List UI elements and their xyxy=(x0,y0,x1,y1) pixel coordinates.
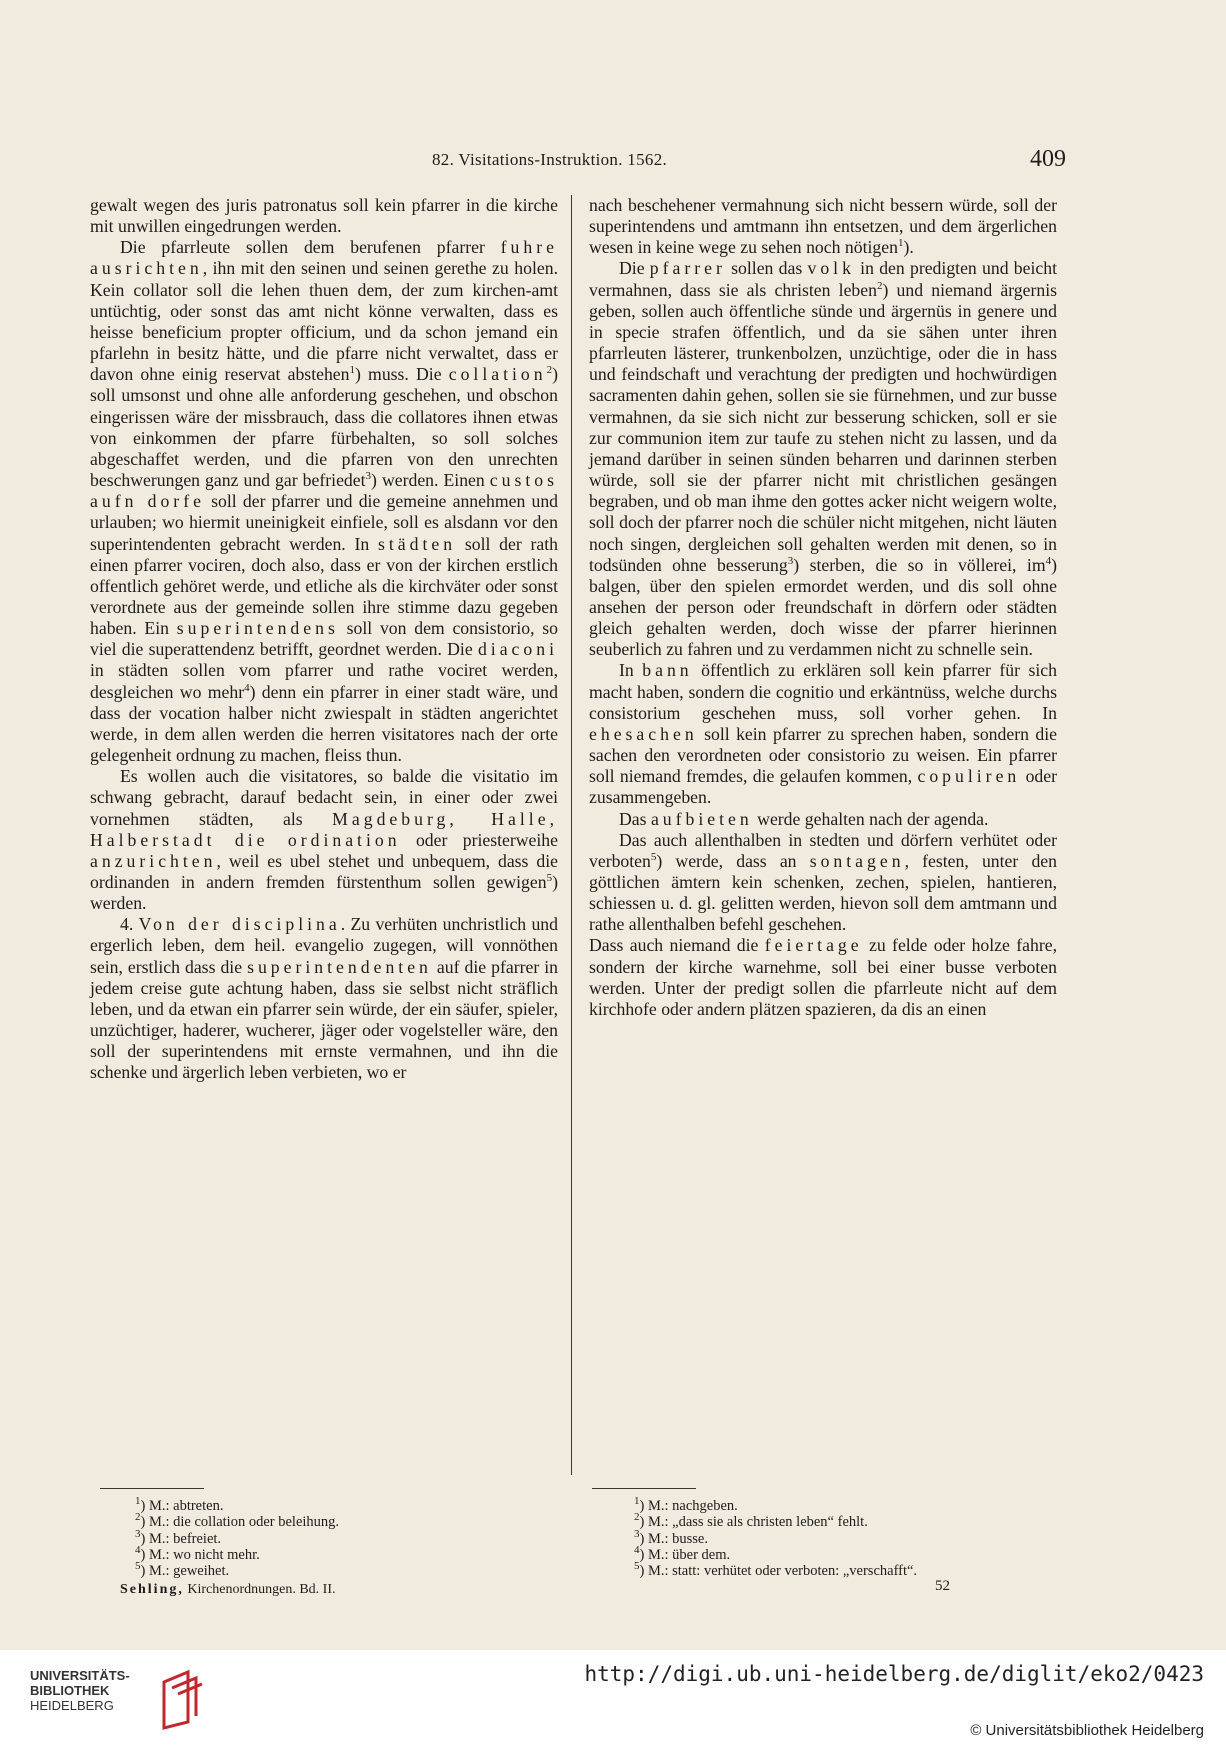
text-run: auf die pfarrer in jedem creise gute achtung haben, dass sie selbst nicht sträflich leben, und da etwan ein pfarrer sein würde, der ein säufer, spieler, unzüchtiger, haderer, wucherer, jäger oder vogelsteller wäre, den soll der superintendens mit ernste vermahnen, und ihn die schenke und ärgerlich leben verbieten, wo er xyxy=(90,956,558,1083)
footnote xyxy=(135,1560,603,1580)
footnote-text: M.: nachgeben. xyxy=(647,1498,738,1514)
footnote-number: 3 xyxy=(135,1527,141,1540)
text-run: . Zu verhüten unchristlich und ergerlich leben, dem heil. evangelio zugegen, will vonnöthen sein, erstlich dass die xyxy=(90,914,558,977)
text-run: zu felde oder holze fahre, sondern der kirche warnehme, soll bei einer busse verboten werden. Unter der predigt sollen die pfarrleute nicht auf dem kirchhofe oder andern plätzen spazieren, da dis an einen xyxy=(589,935,1057,1019)
emphasized-term: feiertage xyxy=(764,935,863,956)
copyright-notice: © Universitätsbibliothek Heidelberg xyxy=(970,1722,1204,1739)
text-run: oder priesterweihe xyxy=(400,829,559,850)
library-logo[interactable] xyxy=(30,1668,230,1743)
footnote-ref: 2 xyxy=(876,279,883,292)
footnote-number: 2 xyxy=(135,1511,141,1524)
paragraph xyxy=(90,914,558,1083)
right-footnote-rule xyxy=(592,1488,696,1489)
text-run: ) muss. Die xyxy=(355,364,449,385)
emphasized-term: superintendens xyxy=(176,618,339,639)
footnote-text: M.: abtreten. xyxy=(148,1498,224,1514)
emphasized-term: custos aufn dorfe xyxy=(90,470,558,512)
footnote xyxy=(634,1511,1102,1531)
text-run: ) denn ein pfarrer in einer stadt wäre, und dass der vocation halber nicht zwiespalt in städten angerichtet werde, in dem allen werden die herren visitatores nach der orte gelegenheit ordnung zu machen, fleiss thun. xyxy=(90,681,558,766)
footnote-ref: 3 xyxy=(365,470,372,483)
text-run: Die xyxy=(619,258,650,279)
footnote-ref: 4 xyxy=(244,681,250,694)
paragraph xyxy=(90,766,558,914)
library-emblem-icon xyxy=(158,1668,204,1730)
footnote-text: M.: busse. xyxy=(647,1530,708,1547)
text-run: sollen das xyxy=(725,258,808,279)
emphasized-term: städten xyxy=(377,533,457,554)
footnote-text: M.: über dem. xyxy=(647,1546,731,1563)
emphasized-term: bann xyxy=(642,660,693,681)
running-title: 82. Visitations-Instruktion. 1562. xyxy=(432,150,668,169)
footnote-text: M.: befreiet. xyxy=(148,1530,222,1547)
emphasized-term: volk xyxy=(807,258,855,279)
emphasized-term: collation xyxy=(448,364,547,385)
sheet-number: 52 xyxy=(935,1578,950,1594)
left-text-column xyxy=(90,195,558,1084)
footnote xyxy=(634,1527,1102,1547)
text-run: soll von dem consistorio, so viel die superattendenz betrifft, geordnet werden. Die xyxy=(90,618,558,660)
footnote-number: 4 xyxy=(634,1544,640,1557)
emphasized-term: Von der disciplina xyxy=(138,914,341,935)
footnote-number: 1 xyxy=(634,1495,640,1508)
text-run: soll der rath einen pfarrer vociren, doch also, dass er von der kirchen erstlich offentlich gehöret werde, und etliche als die kirchväter oder sonst verordnete aus der gemeinde sollen ihre stimme dazu gegeben haben. Ein xyxy=(90,533,558,639)
left-footnotes xyxy=(135,1495,603,1580)
text-run: in den predigten und beicht vermahnen, dass sie als christen leben xyxy=(589,258,1058,300)
text-run: gewalt wegen des juris patronatus soll kein pfarrer in die kirche mit unwillen eingedrungen werden. xyxy=(90,195,558,237)
signature-name: Sehling, xyxy=(120,1582,184,1597)
emphasized-term: superintendenten xyxy=(247,956,432,977)
footnote-text: M.: die collation oder beleihung. xyxy=(148,1514,340,1531)
text-run: ) werden. Einen xyxy=(371,470,490,491)
paragraph xyxy=(90,237,558,766)
footnote-paren: ) xyxy=(140,1530,149,1547)
footnote xyxy=(634,1495,1102,1514)
text-run: werde gehalten nach der agenda. xyxy=(752,808,989,829)
text-run: öffentlich zu erklären soll kein pfarrer für sich macht haben, sondern die cognitio und erkäntnüss, welche durchs consistorium geschehen muss, soll vorher gehen. In xyxy=(589,660,1058,723)
text-run: Das xyxy=(619,808,651,829)
right-footnotes xyxy=(634,1495,1102,1580)
paragraph xyxy=(589,830,1057,936)
logo-line-2: BIBLIOTHEK xyxy=(30,1683,110,1698)
text-run: ) werden. xyxy=(90,872,558,914)
paragraph xyxy=(90,195,558,237)
footnote xyxy=(135,1527,603,1547)
right-text-column xyxy=(589,195,1057,1020)
emphasized-term: ehesachen xyxy=(589,723,698,744)
text-run: nach beschehener vermahnung sich nicht bessern würde, soll der superintendens und amtmann ihn entsetzen, und dem ärgerlichen wesen in keine wege zu sehen noch nötigen xyxy=(589,195,1057,258)
text-run: ) und niemand ärgernis geben, sollen auch öffentliche sünde und ärgernüs in genere und in specie strafen öffentlich, und da sie sähen unter ihren pfarrleuten lästerer, trunkenbolzen, unzüchtige, oder die in hass und feindschaft und verachtung der predigten und hochwürdigen sacramenten dahin gehen, sollen sie sie fürnehmen, und zur busse vermahnen, da sie sich nicht zur besserung schicken, soll er sie zur communion item zur taufe zu stehen nicht zu lassen, und da jemand darüber in seinen sünden beharren und darinnen sterben würde, soll sie der pfarrer nicht mit christlichen gesängen begraben, und ob man ihme den gottes acker nicht weigern wolte, soll doch der pfarrer noch die schüler nicht mitgehen, nicht läuten noch singen, dergleichen soll gehalten werden mit denen, so in todsünden ohne besserung xyxy=(589,279,1057,575)
footnote-number: 5 xyxy=(634,1560,640,1573)
footnote-paren: ) xyxy=(639,1563,648,1580)
footnote-paren: ) xyxy=(140,1563,149,1580)
emphasized-term: fuhre ausrichten xyxy=(90,237,558,279)
footnote-text: M.: wo nicht mehr. xyxy=(148,1546,260,1563)
text-run: In xyxy=(619,660,643,681)
footnote-paren: ) xyxy=(639,1498,648,1514)
text-run: , ihn mit den seinen und seinen gerethe zu holen. Kein collator soll die lehen thuen dem, der zum kirchen-amt untüchtig, oder sonst das amt nicht könne verwalten, dass es heisse beneficium propter officium, und da schon jemand ein pfarlehn in besitz hätte, und die pfarre nicht verwaltet, dass er davon ohne einig reservat abstehen xyxy=(90,258,558,385)
permalink-url[interactable]: http://digi.ub.uni-heidelberg.de/diglit/eko2/0423 xyxy=(584,1662,1204,1686)
footnote-ref: 2 xyxy=(546,364,553,377)
footnote-ref: 3 xyxy=(787,554,794,567)
logo-line-1: UNIVERSITÄTS- xyxy=(30,1668,130,1683)
text-run: in städten sollen vom pfarrer und rathe vociret werden, desgleichen wo mehr xyxy=(90,660,558,702)
footnote-paren: ) xyxy=(140,1498,149,1514)
footnote xyxy=(135,1544,603,1563)
text-run: soll kein pfarrer zu sprechen haben, sondern die sachen den verordneten oder consistorio zu weisen. Ein pfarrer soll niemand fremdes, die gelaufen kommen, xyxy=(589,723,1057,787)
emphasized-term: diaconi xyxy=(477,639,558,660)
paragraph xyxy=(589,195,1057,258)
footnote xyxy=(135,1511,603,1531)
footnote xyxy=(634,1544,1102,1563)
footnote-ref: 5 xyxy=(650,850,657,863)
left-footnote-rule xyxy=(100,1488,204,1489)
text-run: ) balgen, über den spielen ermordet werden, und dis soll ohne ansehen der person oder freundschaft in dörfern oder städten gleich gehalten werden, doch wisse der pfarrer hierinnen seuberlich zu fahren und zu verdammen nicht zu schnelle sein. xyxy=(589,554,1057,660)
footnote-ref: 1 xyxy=(349,364,355,377)
footnote-number: 5 xyxy=(135,1560,141,1573)
column-divider xyxy=(571,195,572,1475)
paragraph xyxy=(589,935,1057,1020)
logo-line-3: HEIDELBERG xyxy=(30,1698,114,1713)
footnote-number: 1 xyxy=(135,1495,141,1508)
footnote-paren: ) xyxy=(639,1546,648,1563)
emphasized-term: anzurichten xyxy=(90,850,217,871)
text-run: Es wollen auch die visitatores, so balde die visitatio im schwang gebracht, darauf bedacht sein, in einer oder zwei vornehmen städten, als xyxy=(90,766,558,829)
library-logo-text xyxy=(30,1668,130,1713)
footnote-number: 4 xyxy=(135,1544,141,1557)
printer-signature xyxy=(120,1582,336,1598)
emphasized-term: copuliren xyxy=(917,766,1021,787)
paragraph xyxy=(589,660,1057,808)
emphasized-term: pfarrer xyxy=(649,258,726,279)
text-run: Die pfarrleute sollen dem berufenen pfarrer xyxy=(120,237,501,258)
text-run: ) werde, dass an xyxy=(656,850,810,871)
text-run: ). xyxy=(903,237,914,258)
text-run: Das auch allenthalben in stedten und dörfern verhütet oder verboten xyxy=(589,829,1057,871)
footnote xyxy=(135,1495,603,1514)
footnote-text: M.: „dass sie als christen leben“ fehlt. xyxy=(647,1514,868,1531)
text-run: , festen, unter den göttlichen ämtern kein schenken, zechen, spielen, hantieren, schiessen u. d. gl. gelitten werden, hievon soll dem amtmann und rathe allenthalben befehl geschehen. xyxy=(589,850,1057,935)
footnote-ref: 1 xyxy=(897,237,904,250)
footnote-paren: ) xyxy=(639,1514,648,1531)
page-number: 409 xyxy=(1030,146,1066,172)
paragraph xyxy=(589,258,1057,660)
footnote xyxy=(634,1560,1102,1580)
footnote-ref: 4 xyxy=(1045,554,1052,567)
text-run: ) sterben, die so in völlerei, im xyxy=(793,554,1046,575)
text-run: 4. xyxy=(120,914,139,935)
text-run: soll der pfarrer und die gemeine annehmen und urlauben; wo hiermit uneinigkeit einfiele, soll es alsdann vor den superintendenten gebracht werden. In xyxy=(90,491,559,554)
footnote-text: M.: geweihet. xyxy=(148,1563,230,1580)
footnote-ref: 5 xyxy=(546,872,553,885)
emphasized-term: aufbieten xyxy=(650,808,753,829)
footnote-paren: ) xyxy=(140,1514,149,1531)
footnote-number: 3 xyxy=(634,1527,640,1540)
footnote-text: M.: statt: verhütet oder verboten: „verschafft“. xyxy=(647,1563,918,1580)
text-run: oder zusammengeben. xyxy=(589,766,1057,808)
text-run: ) soll umsonst und ohne alle anforderung geschehen, und obschon eingerissen wäre der missbrauch, dass die collatores ihnen etwas von einkommen der pfarre fürbehalten, so soll solches abgeschaffet werden, und die pfarren von den unrechten beschwerungen ganz und gar befriedet xyxy=(90,364,559,491)
emphasized-term: Magdeburg, Halle, Halberstadt die ordination xyxy=(90,808,558,850)
signature-title: Kirchenordnungen. Bd. II. xyxy=(183,1582,336,1597)
footnote-paren: ) xyxy=(639,1530,648,1547)
paragraph xyxy=(589,809,1057,830)
emphasized-term: sontagen xyxy=(809,850,905,871)
footnote-number: 2 xyxy=(634,1511,640,1524)
footnote-paren: ) xyxy=(140,1546,149,1563)
text-run: , weil es ubel stehet und unbequem, dass die ordinanden in andern fremden fürstenthum sollen gewigen xyxy=(90,850,558,892)
text-run: Dass auch niemand die xyxy=(589,935,765,956)
